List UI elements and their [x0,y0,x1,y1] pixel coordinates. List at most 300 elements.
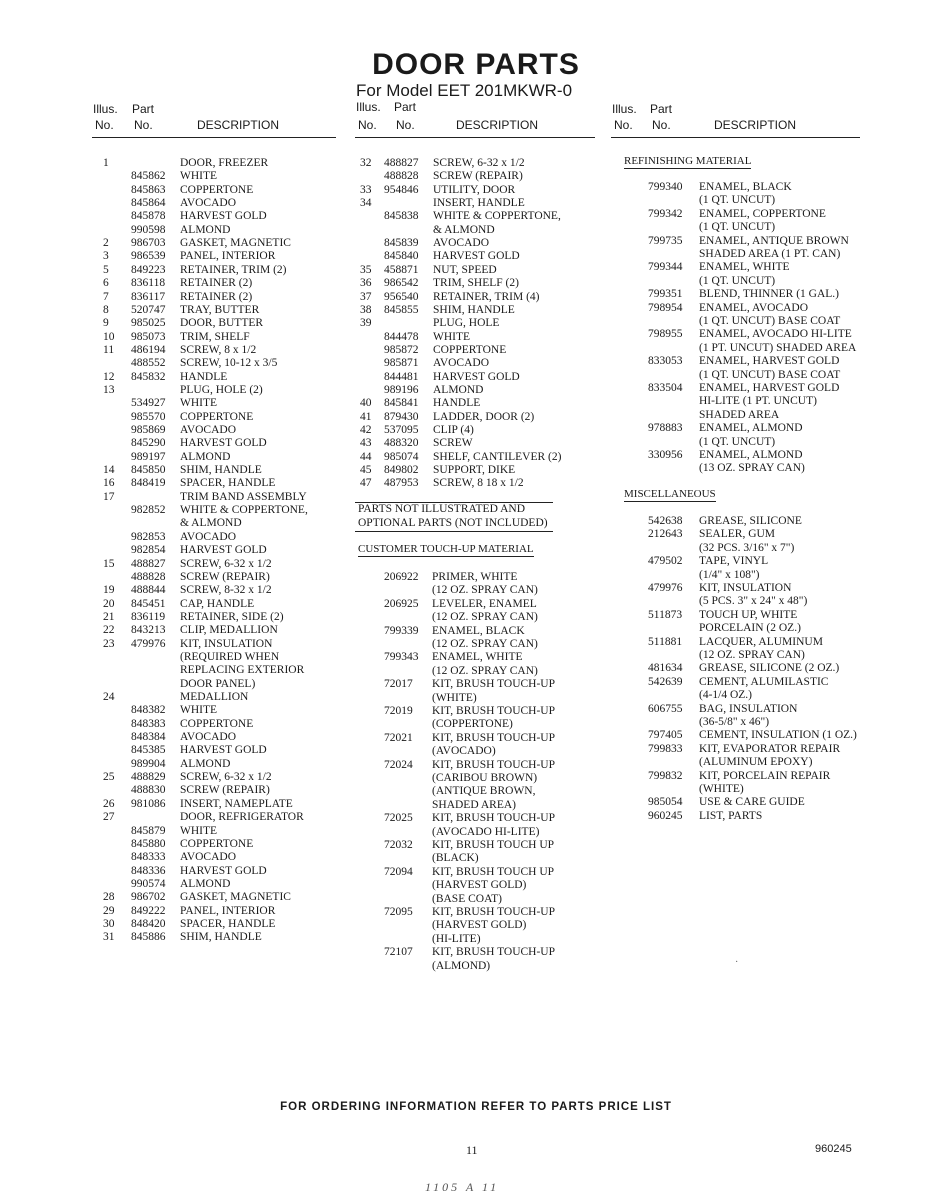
illus-label: Illus. [93,102,118,116]
part-number: 72025 [384,812,413,825]
part-number: 330956 [648,449,683,461]
part-description: SCREW, 8-32 x 1/2 [180,584,272,597]
part-description: WHITE [180,397,218,410]
part-description: RETAINER (2) [180,277,253,290]
part-description: SCREW (REPAIR) [433,170,523,183]
part-number: 206922 [384,571,419,583]
part-description: (1 QT. UNCUT) BASE COAT [699,315,841,327]
part-description: SPACER, HANDLE [180,917,276,930]
part-description: CLIP, MEDALLION [180,624,278,637]
part-number: 985054 [648,796,683,809]
part-number: 985025 [131,317,166,330]
part-number: 982854 [131,544,166,557]
refinishing-heading: REFINISHING MATERIAL [624,155,752,167]
illus-number: 17 [103,490,115,503]
part-description: BLEND, THINNER (1 GAL.) [699,288,840,301]
illus-number: 5 [103,263,109,276]
part-description: KIT, BRUSH TOUCH-UP [432,731,556,744]
part-description: (HI-LITE) [432,932,481,945]
part-description: CAP, HANDLE [180,597,255,610]
illus-no-label: No. [614,118,633,132]
part-description: HARVEST GOLD [180,744,267,757]
part-number: 72024 [384,758,413,771]
illus-number: 37 [360,290,372,303]
part-number: 833504 [648,382,683,394]
part-description: COPPERTONE [180,837,254,850]
handwritten-note: 1105 A 11 [425,1180,500,1194]
page-number: 11 [466,1143,478,1157]
illus-number: 13 [103,383,115,396]
part-description: SCREW (REPAIR) [180,784,270,797]
document-number: 960245 [815,1143,852,1155]
part-label: Part [650,102,673,116]
part-description: RETAINER (2) [180,290,253,303]
part-description: HARVEST GOLD [180,437,267,450]
illus-number: 33 [360,183,372,196]
illus-number: 30 [103,917,115,930]
part-number: 799735 [648,234,683,247]
part-description: KIT, BRUSH TOUCH-UP [432,758,556,771]
part-description: NUT, SPEED [433,263,497,276]
part-number: 72094 [384,865,413,878]
part-number: 72019 [384,705,413,717]
part-description: RETAINER, TRIM (4) [433,290,540,303]
part-number: 849223 [131,263,166,276]
part-description: PORCELAIN (2 OZ.) [699,622,801,635]
part-description: WHITE [180,170,218,183]
illus-number: 9 [103,317,109,330]
part-number: 479976 [648,582,683,594]
part-number: 978883 [648,422,683,435]
illus-number: 3 [103,250,109,263]
illus-number: 19 [103,584,115,597]
part-no-label: No. [134,118,153,132]
part-number: 799832 [648,769,683,782]
part-description: ALMOND [180,757,231,770]
description-label: DESCRIPTION [456,118,539,132]
part-description: KIT, EVAPORATOR REPAIR [699,742,841,755]
part-number: 845864 [131,197,166,210]
part-description: LADDER, DOOR (2) [433,410,535,423]
part-description: ENAMEL, ALMOND [699,449,803,461]
part-description: (1 QT. UNCUT) [699,194,776,207]
illus-number: 47 [360,477,372,490]
part-description: ENAMEL, WHITE [699,261,790,274]
illus-number: 10 [103,330,115,343]
part-description: DOOR, REFRIGERATOR [180,811,304,824]
part-label: Part [132,102,155,116]
part-number: 488828 [384,170,419,183]
illus-number: 42 [360,424,372,436]
part-number: 799344 [648,261,683,274]
part-description: (ANTIQUE BROWN, [432,785,536,798]
part-description: & ALMOND [180,517,242,530]
part-number: 845832 [131,370,166,383]
part-number: 848382 [131,704,166,717]
part-number: 986542 [384,277,419,290]
part-description: ENAMEL, WHITE [432,651,523,664]
part-description: KIT, BRUSH TOUCH-UP [432,946,556,959]
part-number: 845878 [131,210,166,223]
part-description: (REQUIRED WHEN [180,650,280,663]
part-description: SCREW [433,437,473,450]
part-number: 845841 [384,397,419,410]
illus-number: 2 [103,237,109,250]
part-description: (HARVEST GOLD) [432,879,527,892]
part-description: (BLACK) [432,852,479,865]
part-description: HARVEST GOLD [180,864,267,877]
illus-number: 8 [103,303,109,316]
not-illustrated-line-1: PARTS NOT ILLUSTRATED AND [358,503,526,515]
part-number: 879430 [384,410,419,423]
part-description: KIT, INSULATION [180,637,273,650]
part-description: (BASE COAT) [432,892,502,905]
part-description: (COPPERTONE) [432,718,513,731]
part-description: SUPPORT, DIKE [433,464,516,477]
part-description: SCREW, 6-32 x 1/2 [180,557,272,570]
illus-number: 44 [360,450,372,463]
part-description: COPPERTONE [180,410,254,423]
part-description: (12 OZ. SPRAY CAN) [432,611,538,624]
part-description: MEDALLION [180,691,249,703]
part-number: 488829 [131,771,166,784]
part-description: PLUG, HOLE (2) [180,383,263,396]
part-description: PANEL, INTERIOR [180,250,276,263]
part-number: 534927 [131,397,166,410]
part-description: COPPERTONE [433,343,507,356]
part-number: 488320 [384,437,419,450]
part-number: 520747 [131,303,166,316]
part-description: PLUG, HOLE [433,317,500,330]
illus-number: 22 [103,624,115,637]
part-number: 986702 [131,891,166,904]
part-description: SHIM, HANDLE [180,464,262,477]
illus-number: 41 [360,410,372,423]
part-description: LACQUER, ALUMINUM [699,635,823,648]
part-description: ALMOND [180,877,231,890]
part-description: (1 QT. UNCUT) [699,435,776,448]
part-description: HANDLE [180,370,228,383]
part-description: REPLACING EXTERIOR [180,664,305,677]
part-no-label: No. [652,118,671,132]
part-number: 72021 [384,731,413,744]
part-description: GREASE, SILICONE (2 OZ.) [699,662,840,675]
part-label: Part [394,100,417,114]
part-number: 206925 [384,597,419,610]
illus-number: 29 [103,904,115,917]
part-description: ALMOND [433,383,484,396]
part-number: 849222 [131,904,166,917]
part-description: AVOCADO [180,731,237,744]
part-number: 799342 [648,207,683,220]
illus-number: 32 [360,157,372,169]
illus-number: 34 [360,197,372,210]
part-description: SPACER, HANDLE [180,477,276,490]
part-description: WHITE [433,330,471,343]
part-number: 845290 [131,437,166,450]
part-description: ALMOND [180,223,231,236]
part-description: & ALMOND [433,223,495,236]
part-number: 844478 [384,330,419,343]
part-description: UTILITY, DOOR [433,183,516,196]
part-description: SCREW (REPAIR) [180,570,270,583]
part-number: 845850 [131,464,166,477]
part-number: 986539 [131,250,166,263]
part-description: HARVEST GOLD [433,370,520,383]
part-description: (AVOCADO HI-LITE) [432,825,540,838]
part-description: CEMENT, INSULATION (1 OZ.) [699,729,857,742]
part-number: 990598 [131,223,166,236]
part-description: (36-5/8" x 46") [699,716,770,728]
part-number: 488844 [131,584,166,597]
part-description: (WHITE) [432,691,477,704]
part-number: 845862 [131,170,166,183]
part-number: 72032 [384,839,413,851]
part-description: SCREW, 6-32 x 1/2 [180,771,272,784]
part-description: (13 OZ. SPRAY CAN) [699,462,805,475]
part-description: AVOCADO [433,237,490,250]
part-description: (ALUMINUM EPOXY) [699,756,813,769]
part-number: 797405 [648,729,683,742]
part-number: 212643 [648,528,683,541]
part-description: DOOR, FREEZER [180,157,269,169]
part-description: ENAMEL, BLACK [699,181,792,193]
part-no-label: No. [396,118,415,132]
part-description: HARVEST GOLD [180,544,267,557]
part-number: 486194 [131,343,166,356]
part-number: 542639 [648,675,683,688]
part-number: 982853 [131,530,166,543]
part-number: 985869 [131,424,166,436]
part-description: (ALMOND) [432,959,491,972]
part-number: 836119 [131,610,166,623]
part-description: KIT, BRUSH TOUCH-UP [432,906,556,918]
part-description: RETAINER, TRIM (2) [180,263,287,276]
part-number: 799340 [648,181,683,193]
part-description: KIT, BRUSH TOUCH UP [432,865,555,878]
part-number: 981086 [131,797,166,810]
part-number: 458871 [384,263,419,276]
part-description: SHIM, HANDLE [180,931,262,944]
part-number: 799339 [384,624,419,637]
part-number: 799351 [648,288,683,301]
part-description: KIT, BRUSH TOUCH-UP [432,678,556,691]
part-description: ENAMEL, ALMOND [699,422,803,435]
illus-number: 45 [360,464,372,477]
part-description: AVOCADO [180,424,237,436]
part-description: WHITE [180,704,218,717]
page-title: DOOR PARTS [372,48,580,81]
part-description: GASKET, MAGNETIC [180,237,291,250]
illus-number: 7 [103,290,109,303]
part-number: 985872 [384,343,419,356]
part-description: INSERT, NAMEPLATE [180,797,293,810]
part-number: 990574 [131,877,166,890]
illus-number: 12 [103,370,115,383]
part-description: DOOR PANEL) [180,677,256,690]
part-number: 845886 [131,931,166,944]
part-number: 985074 [384,450,419,463]
part-number: 848336 [131,864,166,877]
part-description: (12 OZ. SPRAY CAN) [699,649,805,661]
ordering-footer: FOR ORDERING INFORMATION REFER TO PARTS PRICE LIST [280,1101,672,1113]
part-description: AVOCADO [180,197,237,210]
part-description: (5 PCS. 3" x 24" x 48") [699,595,808,608]
part-number: 845880 [131,837,166,850]
part-description: SHADED AREA [699,408,780,421]
part-number: 843213 [131,624,166,637]
part-number: 488552 [131,357,166,370]
part-description: SHELF, CANTILEVER (2) [433,450,562,463]
part-description: WHITE [180,824,218,837]
part-description: AVOCADO [180,851,237,864]
illus-number: 25 [103,771,115,784]
part-description: USE & CARE GUIDE [699,796,805,809]
part-description: CEMENT, ALUMILASTIC [699,675,829,688]
part-number: 848384 [131,731,166,744]
part-number: 836118 [131,277,166,290]
part-description: KIT, BRUSH TOUCH-UP [432,705,556,717]
part-number: 954846 [384,183,419,196]
part-number: 985871 [384,357,419,370]
part-number: 542638 [648,515,683,527]
part-number: 836117 [131,290,166,303]
part-description: TRIM, SHELF (2) [433,277,519,290]
illus-number: 20 [103,597,115,610]
illus-number: 15 [103,557,115,570]
part-description: DOOR, BUTTER [180,317,264,330]
part-description: KIT, BRUSH TOUCH UP [432,839,555,851]
part-description: ENAMEL, HARVEST GOLD [699,355,840,368]
illus-label: Illus. [612,102,637,116]
description-label: DESCRIPTION [714,118,797,132]
part-number: 845385 [131,744,166,757]
part-number: 845879 [131,824,166,837]
part-description: LIST, PARTS [699,809,763,822]
part-number: 488827 [384,157,419,169]
part-description: SHADED AREA) [432,798,517,811]
part-number: 845840 [384,250,419,263]
part-description: GREASE, SILICONE [699,515,802,527]
illus-number: 39 [360,317,372,330]
part-description: KIT, BRUSH TOUCH-UP [432,812,556,825]
illus-number: 14 [103,464,115,477]
part-description: (AVOCADO) [432,745,496,758]
part-description: HARVEST GOLD [433,250,520,263]
part-number: 989196 [384,383,419,396]
part-description: ENAMEL, AVOCADO [699,301,809,314]
part-number: 986703 [131,237,166,250]
part-description: ENAMEL, BLACK [432,624,525,637]
part-number: 845838 [384,210,419,223]
part-description: SCREW, 10-12 x 3/5 [180,357,278,370]
part-description: (WHITE) [699,783,744,795]
part-description: (32 PCS. 3/16" x 7") [699,541,795,554]
part-description: TRAY, BUTTER [180,303,260,316]
part-number: 848420 [131,917,166,930]
part-number: 848383 [131,717,166,730]
part-number: 845863 [131,183,166,196]
part-description: (1 QT. UNCUT) [699,274,776,287]
part-number: 488828 [131,570,166,583]
part-number: 798955 [648,328,683,341]
part-description: TRIM BAND ASSEMBLY [180,490,307,503]
part-description: ALMOND [180,450,231,463]
illus-number: 38 [360,303,372,316]
part-description: AVOCADO [433,357,490,370]
illus-number: 11 [103,343,115,356]
part-number: 511881 [648,635,683,648]
scan-dot: · [735,957,739,968]
part-description: CLIP (4) [433,424,474,436]
illus-label: Illus. [356,100,381,114]
part-description: COPPERTONE [180,183,254,196]
part-number: 982852 [131,504,166,517]
header-rule-2 [355,137,595,138]
part-description: WHITE & COPPERTONE, [433,210,561,223]
part-number: 845451 [131,597,166,610]
part-description: (1 QT. UNCUT) BASE COAT [699,368,841,381]
misc-heading: MISCELLANEOUS [624,488,716,500]
part-number: 989197 [131,450,166,463]
illus-number: 21 [103,610,115,623]
illus-number: 31 [103,931,115,944]
part-number: 511873 [648,608,683,621]
part-description: (4-1/4 OZ.) [699,689,753,702]
part-description: PANEL, INTERIOR [180,904,276,917]
notes-rule-mid [355,531,553,532]
part-description: KIT, PORCELAIN REPAIR [699,769,831,782]
part-description: (1 QT. UNCUT) [699,221,776,234]
part-number: 537095 [384,424,419,436]
part-description: HARVEST GOLD [180,210,267,223]
part-number: 985570 [131,410,166,423]
header-rule-1 [92,137,336,138]
part-number: 848419 [131,477,166,490]
part-description: SHADED AREA (1 PT. CAN) [699,248,841,260]
header-rule-3 [611,137,860,138]
part-description: SCREW, 8 18 x 1/2 [433,477,524,490]
illus-number: 28 [103,891,115,904]
part-description: TRIM, SHELF [180,330,250,343]
part-description: TOUCH UP, WHITE [699,608,798,621]
part-description: (12 OZ. SPRAY CAN) [432,638,538,650]
illus-no-label: No. [95,118,114,132]
illus-number: 16 [103,477,115,490]
part-number: 798954 [648,301,683,314]
part-description: INSERT, HANDLE [433,197,525,210]
part-number: 479502 [648,555,683,568]
part-description: ENAMEL, AVOCADO HI-LITE [699,328,852,341]
part-number: 481634 [648,662,683,675]
part-number: 833053 [648,355,683,368]
illus-number: 26 [103,797,115,810]
part-description: TAPE, VINYL [699,555,769,568]
touchup-heading: CUSTOMER TOUCH-UP MATERIAL [358,543,534,555]
part-description: BAG, INSULATION [699,702,798,715]
part-description: COPPERTONE [180,717,254,730]
part-description: SEALER, GUM [699,528,776,541]
part-number: 989904 [131,757,166,770]
part-description: (12 OZ. SPRAY CAN) [432,584,538,597]
part-number: 844481 [384,370,419,383]
illus-number: 36 [360,277,372,290]
part-number: 845839 [384,237,419,250]
part-number: 479976 [131,637,166,650]
part-description: ENAMEL, HARVEST GOLD [699,382,840,394]
part-description: PRIMER, WHITE [432,571,518,583]
illus-no-label: No. [358,118,377,132]
